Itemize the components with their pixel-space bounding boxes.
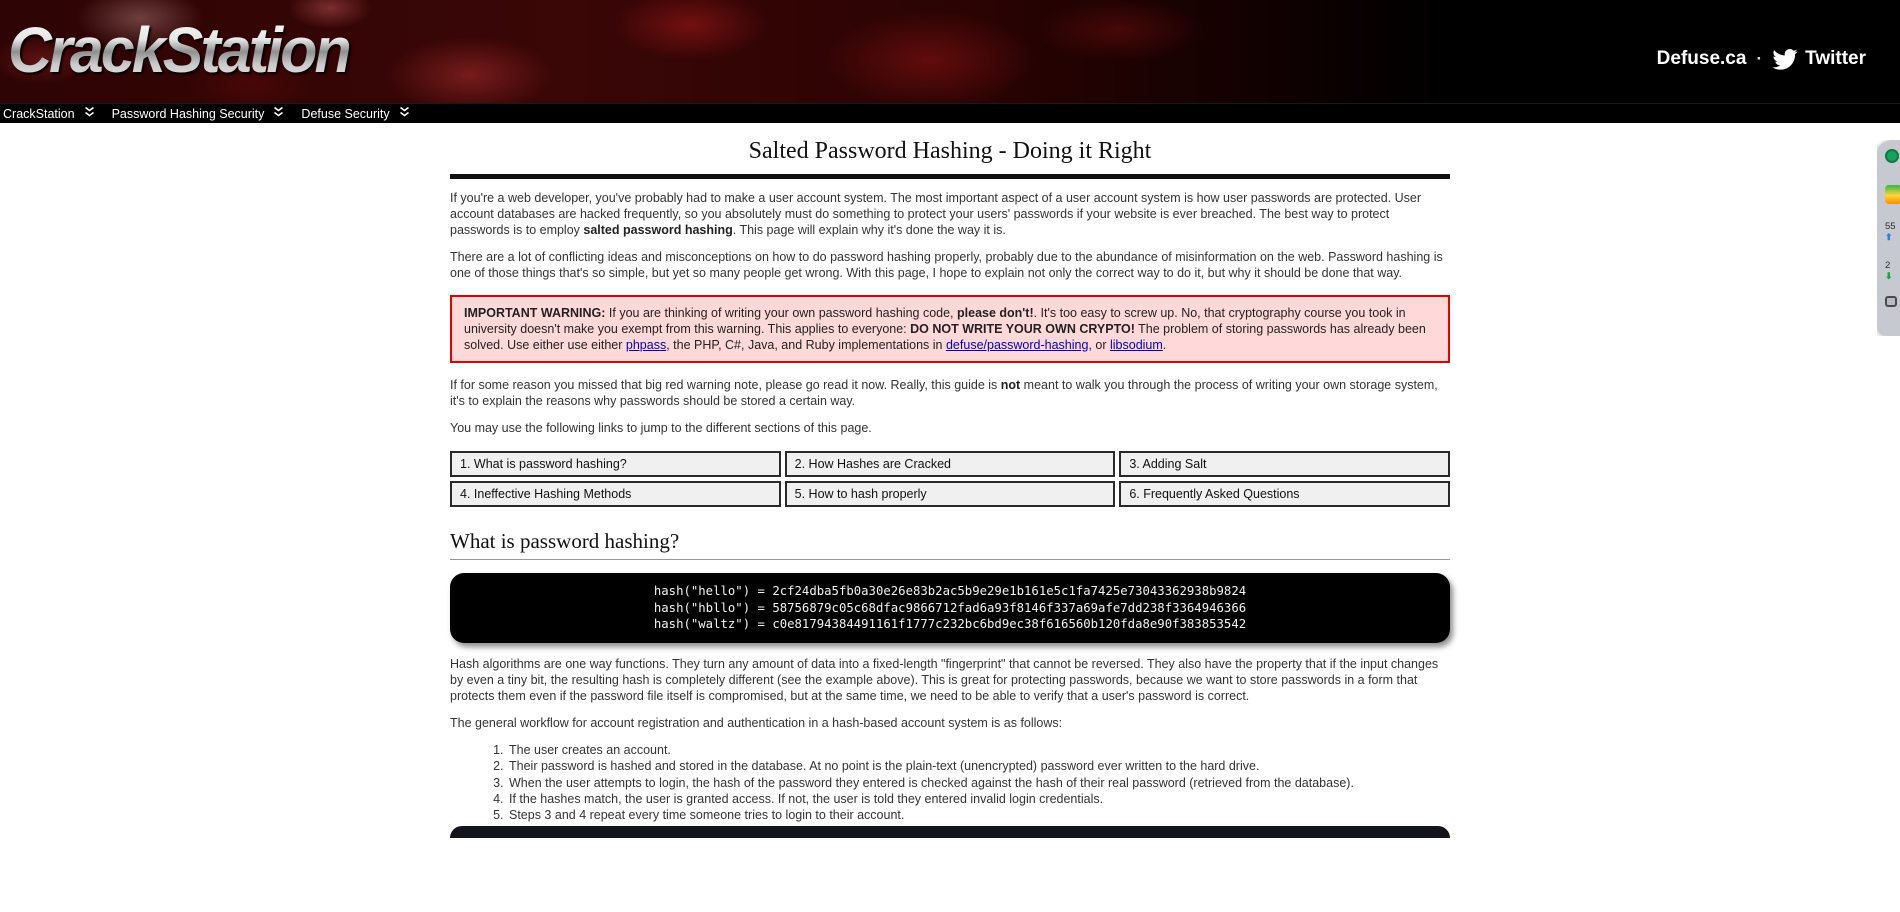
defuse-ca-link[interactable]: Defuse.ca [1656, 48, 1747, 69]
nav-item-crackstation[interactable] [0, 106, 109, 121]
score-gauge-icon[interactable] [1885, 185, 1900, 204]
chevron-double-down-icon [84, 106, 95, 121]
text-segment: The problem of storing passwords has already been solved. Use either use either [464, 322, 1426, 352]
bold-text: DO NOT WRITE YOUR OWN CRYPTO! [910, 322, 1135, 336]
workflow-intro-paragraph: The general workflow for account registration and authentication in a hash-based account system is as follows: [450, 716, 1063, 731]
text-segment: . It's too easy to screw up. No, that cryptography course you took in university doesn't make you exempt from this warning. This applies to everyone: [464, 306, 1406, 336]
text-segment: meant to walk you through the process of writing your own storage system, it's to explain the reasons why passwords should be stored a certain way. [450, 378, 1438, 408]
extension-tool-icon[interactable] [1885, 296, 1897, 307]
important-warning-box [450, 295, 1450, 363]
toc-intro-paragraph: You may use the following links to jump to the different sections of this page. [450, 421, 872, 435]
workflow-list [450, 742, 1450, 823]
workflow-item: 1. The user creates an account. [507, 742, 1450, 758]
workflow-item: 3. When the user attempts to login, the hash of the password they entered is checked against the hash of their real password (retrieved from the database). [507, 775, 1450, 791]
crackstation-logo[interactable]: CrackStation [8, 6, 349, 94]
page-title: Salted Password Hashing - Doing it Right [450, 138, 1450, 179]
separator-dot: · [1756, 49, 1763, 68]
article-content [450, 138, 1450, 838]
nav-label: CrackStation [3, 106, 75, 121]
browser-extension-widget[interactable] [1877, 140, 1900, 336]
toc-link-ineffective-hashing-methods[interactable]: 4. Ineffective Hashing Methods [450, 481, 781, 507]
hash-explanation-paragraph: Hash algorithms are one way functions. They turn any amount of data into a fixed-length "fingerprint" that cannot be reversed. They also have the property that if the input changes by even a tiny bit, the resulting hash is completely different (see the example above). This is great for protecting passwords, because we want to store passwords in a form that protects them even if the password file itself is compromised, but at the same time, we need to be able to verify that a user's password is correct. [450, 657, 1439, 704]
toc-link-how-to-hash-properly[interactable]: 5. How to hash properly [785, 481, 1116, 507]
toc-row [450, 481, 1450, 507]
text-segment: . This page will explain why it's done the way it is. [732, 223, 1006, 237]
nav-label: Password Hashing Security [111, 106, 265, 121]
toc-link-adding-salt[interactable]: 3. Adding Salt [1119, 451, 1450, 477]
twitter-label: Twitter [1805, 48, 1866, 69]
code-line: hash("waltz") = c0e81794384491161f1777c232bc6bd9ec38f616560b120fda8e90f383853542 [653, 617, 1247, 632]
workflow-item: 5. Steps 3 and 4 repeat every time someone tries to login to their account. [507, 807, 1450, 823]
after-warning-paragraph [450, 377, 1450, 409]
section-heading-what-is-password-hashing: What is password hashing? [450, 529, 1450, 560]
nav-item-password-hashing-security[interactable] [109, 106, 299, 121]
text-segment: If you're a web developer, you've probably had to make a user account system. The most important aspect of a user account system is how user passwords are protected. User account databases are hacked frequently, so you absolutely must do something to protect your users' passwords if your website is ever breached. The best way to protect passwords is to employ [450, 191, 1421, 237]
chevron-double-down-icon [273, 106, 284, 121]
score-up-value: 55 [1885, 221, 1896, 232]
intro-paragraph-2: There are a lot of conflicting ideas and misconceptions on how to do password hashing properly, probably due to the abundance of misinformation on the web. Password hashing is one of those things that's so simple, but yet so many people get wrong. With this page, I hope to explain not only the correct way to do it, but why it should be done that way. [450, 250, 1443, 280]
extension-panel [1877, 140, 1900, 336]
hash-example-code [654, 583, 1246, 633]
score-down-value: 2 [1885, 260, 1891, 271]
intro-paragraph-1 [450, 190, 1450, 238]
workflow-item: 2. Their password is hashed and stored in the database. At no point is the plain-text (unencrypted) password ever written to the hard drive. [507, 758, 1450, 774]
arrow-down-icon: ⬇ [1885, 271, 1893, 281]
workflow-item: 4. If the hashes match, the user is granted access. If not, the user is told they entered invalid login credentials. [507, 791, 1450, 807]
text-segment: . [1162, 338, 1167, 352]
toc-link-how-hashes-are-cracked[interactable]: 2. How Hashes are Cracked [785, 451, 1116, 477]
nav-item-defuse-security[interactable] [298, 106, 423, 121]
toc-row [450, 451, 1450, 477]
text-segment: , the PHP, C#, Java, and Ruby implementations in [666, 338, 946, 352]
nav-label: Defuse Security [301, 106, 390, 121]
chevron-double-down-icon [399, 106, 410, 121]
toc-link-faq[interactable]: 6. Frequently Asked Questions [1119, 481, 1450, 507]
code-line: hash("hello") = 2cf24dba5fb0a30e26e83b2ac5b9e29e1b161e5c1fa7425e73043362938b9824 [653, 584, 1247, 598]
hash-example-codebox [450, 573, 1450, 643]
twitter-link[interactable] [1772, 48, 1866, 70]
text-segment: If you are thinking of writing your own password hashing code, [605, 306, 958, 320]
bold-text: not [1000, 378, 1021, 392]
twitter-bird-icon [1772, 49, 1798, 70]
text-segment: If for some reason you missed that big red warning note, please go read it now. Really, this guide is [450, 378, 1001, 392]
bold-text: please don't! [957, 306, 1034, 320]
inline-link[interactable]: defuse/password-hashing [945, 338, 1089, 352]
code-line: hash("hbllo") = 58756879c05c68dfac9866712fad6a93f8146f337a69afe7dd238f3364946366 [653, 600, 1247, 615]
score-down [1885, 261, 1900, 282]
bold-text: IMPORTANT WARNING: [464, 306, 606, 320]
table-of-contents [446, 447, 1454, 511]
next-codebox-top-edge [450, 826, 1450, 838]
site-banner [0, 0, 1900, 103]
toc-link-what-is-password-hashing[interactable]: 1. What is password hashing? [450, 451, 781, 477]
score-up [1885, 222, 1900, 243]
bold-text: salted password hashing [583, 223, 733, 237]
text-segment: , or [1088, 338, 1110, 352]
status-green-dot-icon[interactable] [1885, 149, 1899, 163]
main-navbar [0, 103, 1900, 123]
arrow-up-icon: ⬆ [1885, 232, 1893, 242]
banner-links [1657, 48, 1866, 70]
inline-link[interactable]: phpass [625, 338, 667, 352]
inline-link[interactable]: libsodium [1109, 338, 1163, 352]
